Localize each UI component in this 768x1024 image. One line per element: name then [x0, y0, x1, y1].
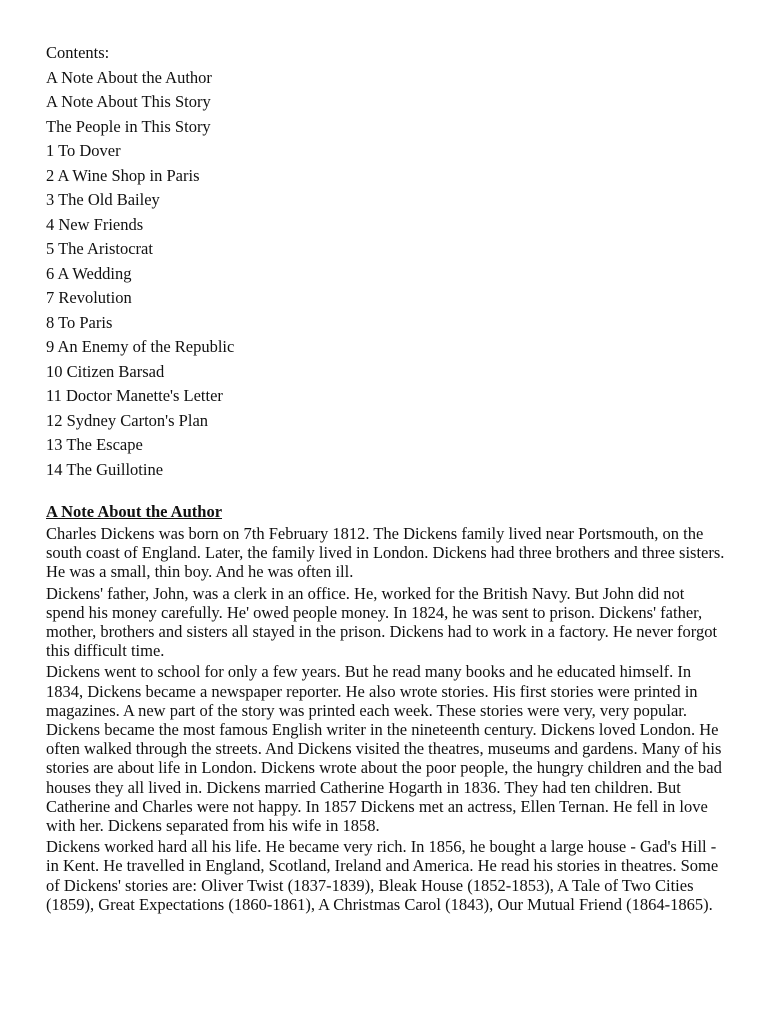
toc-item: A Note About the Author — [46, 67, 212, 87]
toc-item: 9 An Enemy of the Republic — [46, 337, 235, 356]
paragraph: Charles Dickens was born on 7th February 1812. The Dickens family lived near Portsmouth, on the south coast of England. Later, the family lived in London. Dickens had three brothers and three sisters. He was a small, thin boy. And he was often ill. — [46, 524, 725, 582]
toc-item: 12 Sydney Carton's Plan — [46, 410, 209, 430]
paragraph: Dickens worked hard all his life. He became very rich. In 1856, he bought a large house - Gad's Hill - in Kent. He travelled in England, Scotland, Ireland and America. He read his stories in theatres. Some of Dickens' stories are: Oliver Twist (1837-1839), Bleak House (1852-1853), A Tale of Two Cities (1859), Great Expectations (1860-1861), A Christmas Carol (1843), Our Mutual Friend (1864-1865). — [46, 837, 719, 914]
toc-item: 6 A Wedding — [46, 263, 132, 283]
paragraph: Dickens went to school for only a few years. But he read many books and he educated himself. In 1834, Dickens became a newspaper reporter. He also wrote stories. His first stories were printed in magazines. A new part of the story was printed each week. These stories were very, very popular. Dickens became the most famous English writer in the nineteenth century. Dickens loved London. He often walked through the streets. And Dickens visited the theatres, museums and gardens. Many of his stories are about life in London. Dickens wrote about the poor people, the hungry children and the bad houses they all lived in. Dickens married Catherine Hogarth in 1836. They had ten children. But Catherine and Charles were not happy. In 1857 Dickens met an actress, Ellen Ternan. He fell in love with her. Dickens separated from his wife in 1858. — [46, 662, 722, 836]
toc-item: 4 New Friends — [46, 214, 144, 234]
toc-item: 2 A Wine Shop in Paris — [46, 165, 200, 185]
toc-item: 11 Doctor Manette's Letter — [46, 386, 223, 405]
toc-item: The People in This Story — [46, 116, 211, 136]
toc-item: A Note About This Story — [46, 92, 211, 111]
toc-item: 1 To Dover — [46, 141, 121, 160]
table-of-contents — [46, 66, 726, 483]
paragraph: Dickens' father, John, was a clerk in an office. He, worked for the British Navy. But John did not spend his money carefully. He' owed people money. In 1824, he was sent to prison. Dickens' father, mother, brothers and sisters all stayed in the prison. Dickens had to work in a factory. He never forgot this difficult time. — [46, 583, 718, 661]
toc-item: 7 Revolution — [46, 288, 132, 307]
toc-item: 10 Citizen Barsad — [46, 361, 165, 381]
toc-item: 13 The Escape — [46, 435, 143, 454]
contents-heading: Contents: — [46, 43, 110, 62]
toc-item: 14 The Guillotine — [46, 459, 164, 479]
section-title: A Note About the Author — [46, 502, 223, 521]
document-page — [46, 41, 726, 914]
toc-item: 5 The Aristocrat — [46, 239, 153, 258]
toc-item: 3 The Old Bailey — [46, 190, 160, 209]
toc-item: 8 To Paris — [46, 312, 113, 332]
